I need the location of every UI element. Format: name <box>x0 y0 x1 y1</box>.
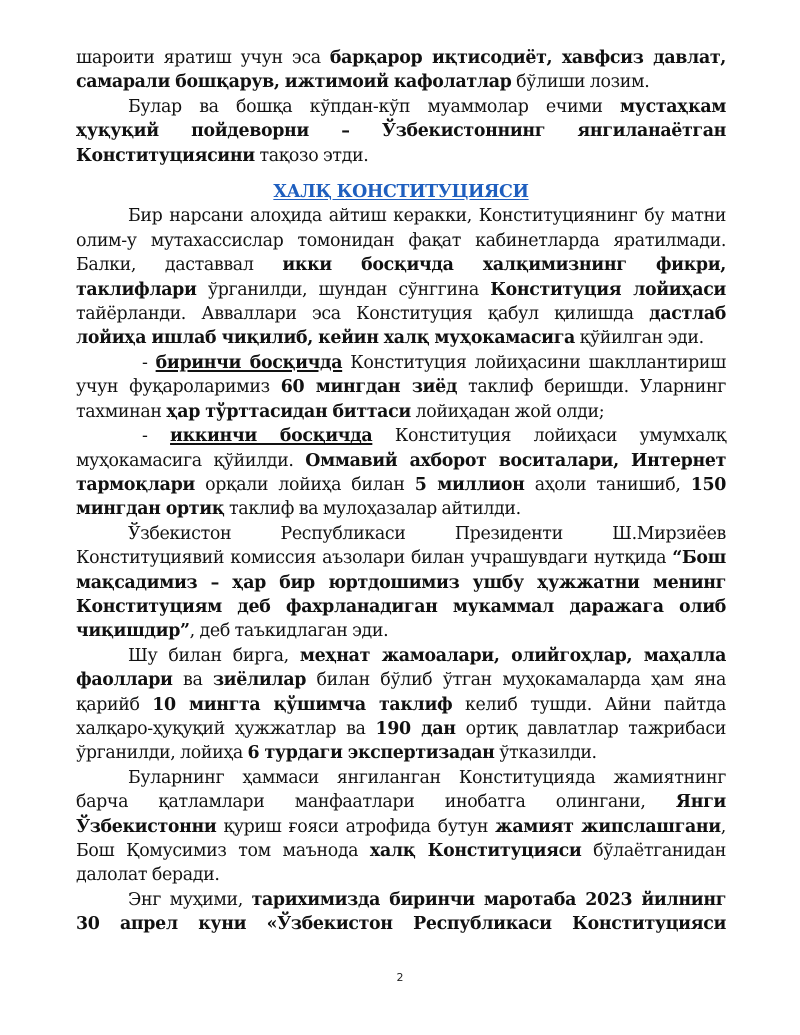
text-run: - <box>142 426 171 447</box>
bold-text: 190 дан <box>375 718 456 739</box>
bold-text: дастлаб лойиҳа ишлаб чиқилиб, кейин халқ муҳокамасига <box>76 304 726 349</box>
bold-text: 60 мингдан зиёд <box>280 377 458 398</box>
paragraph-7 <box>76 644 726 766</box>
text-run: келиб тушди. Айни пайтда халқаро-ҳуқуқий ҳужжатлар ва <box>76 694 726 739</box>
text-run: Бир нарсани алоҳида айтиш керакки, Конституциянинг бу матни олим-у мутахассислар томонидан фақат кабинетларда яратилмади. Балки, даставвал <box>76 206 726 276</box>
text-run: ўрганилди, шундан сўнггина <box>196 279 491 300</box>
paragraph-1 <box>76 46 726 95</box>
text-run: Конституция лойиҳаси умумхалқ муҳокамасига қўйилди. <box>76 426 726 471</box>
paragraph-8 <box>76 766 726 888</box>
text-run: лойиҳадан жой олди; <box>410 401 605 422</box>
underlined-bold-text: биринчи босқичда <box>155 352 343 373</box>
bold-text: Оммавий ахборот воситалари, Интернет тармоқлари <box>76 450 726 495</box>
bold-text: 10 мингта қўшимча таклиф <box>152 694 453 715</box>
document-page <box>76 46 726 937</box>
bold-text: 150 мингдан ортиқ <box>76 474 727 520</box>
text-run: аҳоли танишиб, <box>524 474 691 495</box>
bold-text: “Бош мақсадимиз – ҳар бир юртдошимиз ушбу ҳужжатни менинг Конституциям деб фахрланадиган мукаммал даражага олиб чиқишдир” <box>76 548 726 642</box>
text-run: қуриш ғояси атрофида бутун <box>216 816 496 837</box>
bold-text: 5 миллион <box>414 474 525 495</box>
text-run: таклиф беришди. Уларнинг тахминан <box>76 377 726 422</box>
text-run: Булар ва бошқа кўпдан-кўп муаммолар ечими <box>128 96 621 117</box>
text-run: Ўзбекистон Республикаси Президенти Ш.Мирзиёев Конституциявий комиссия аъзолари билан учрашувдаги нутқида <box>76 523 726 569</box>
text-run: тақозо этди. <box>254 145 369 166</box>
bold-text: икки босқичда халқимизнинг фикри, таклифлари <box>76 255 726 300</box>
text-run: бўлаётганидан далолат беради. <box>76 841 726 886</box>
text-run: ортиқ давлатлар тажрибаси ўрганилди, лойиҳа <box>76 718 727 764</box>
underlined-bold-text: иккинчи босқичда <box>170 426 373 447</box>
bold-text: ҳар тўрттасидан биттаси <box>166 401 411 422</box>
text-run: орқали лойиҳа билан <box>194 474 415 495</box>
text-run: ўтказилди. <box>494 743 597 764</box>
text-run: Конституция лойиҳасини шакллантириш учун фуқароларимиз <box>76 352 726 398</box>
bold-text: жамият жипслашгани <box>495 816 721 837</box>
text-run: Энг муҳими, <box>128 889 252 910</box>
paragraph-6 <box>76 522 726 644</box>
bold-text: 6 турдаги экспертизадан <box>247 743 495 764</box>
text-run: Буларнинг ҳаммаси янгиланган Конституцияда жамиятнинг барча қатламлари манфаатлари инобатга олингани, <box>76 767 726 813</box>
text-run: , деб таъкидлаган эди. <box>189 621 389 642</box>
text-run: тайёрланди. Авваллари эса Конституция қабул қилишда <box>76 304 650 325</box>
bold-text: меҳнат жамоалари, олийгоҳлар, маҳалла фаоллари <box>76 645 726 691</box>
paragraph-3 <box>76 204 726 350</box>
text-run: - <box>142 352 156 373</box>
bold-text: тарихимизда биринчи маротаба 2023 йилнинг 30 апрел куни «Ўзбекистон Республикаси Конституцияси <box>76 889 727 935</box>
text-run: таклиф ва мулоҳазалар айтилди. <box>224 499 521 520</box>
text-run: , Бош Қомусимиз том маънода <box>76 816 726 861</box>
text-run: шароити яратиш учун эса <box>76 48 330 68</box>
text-run: Шу билан бирга, <box>128 645 300 666</box>
bold-text: барқарор иқтисодиёт, хавфсиз давлат, самарали бошқарув, ижтимоий кафолатлар <box>76 48 726 93</box>
page-number: 2 <box>396 971 404 984</box>
bold-text: халқ Конституцияси <box>369 841 582 861</box>
paragraph-2 <box>76 95 726 168</box>
paragraph-9 <box>76 888 726 937</box>
bold-text: Конституция лойиҳаси <box>490 279 726 300</box>
bold-text: зиёлилар <box>212 670 307 691</box>
paragraph-5 <box>76 424 726 522</box>
bold-text: Янги Ўзбекистонни <box>76 792 726 837</box>
paragraph-4 <box>76 351 726 424</box>
section-heading: ХАЛҚ КОНСТИТУЦИЯСИ <box>273 182 529 203</box>
text-run: қўйилган эди. <box>574 328 704 349</box>
text-run: бўлиши лозим. <box>511 72 650 93</box>
bold-text: мустаҳкам ҳуқуқий пойдеворни – Ўзбекистоннинг янгиланаётган Конституциясини <box>76 96 726 166</box>
text-run: ва <box>172 670 213 691</box>
text-run: билан бўлиб ўтган муҳокамаларда ҳам яна қарийб <box>76 670 726 715</box>
